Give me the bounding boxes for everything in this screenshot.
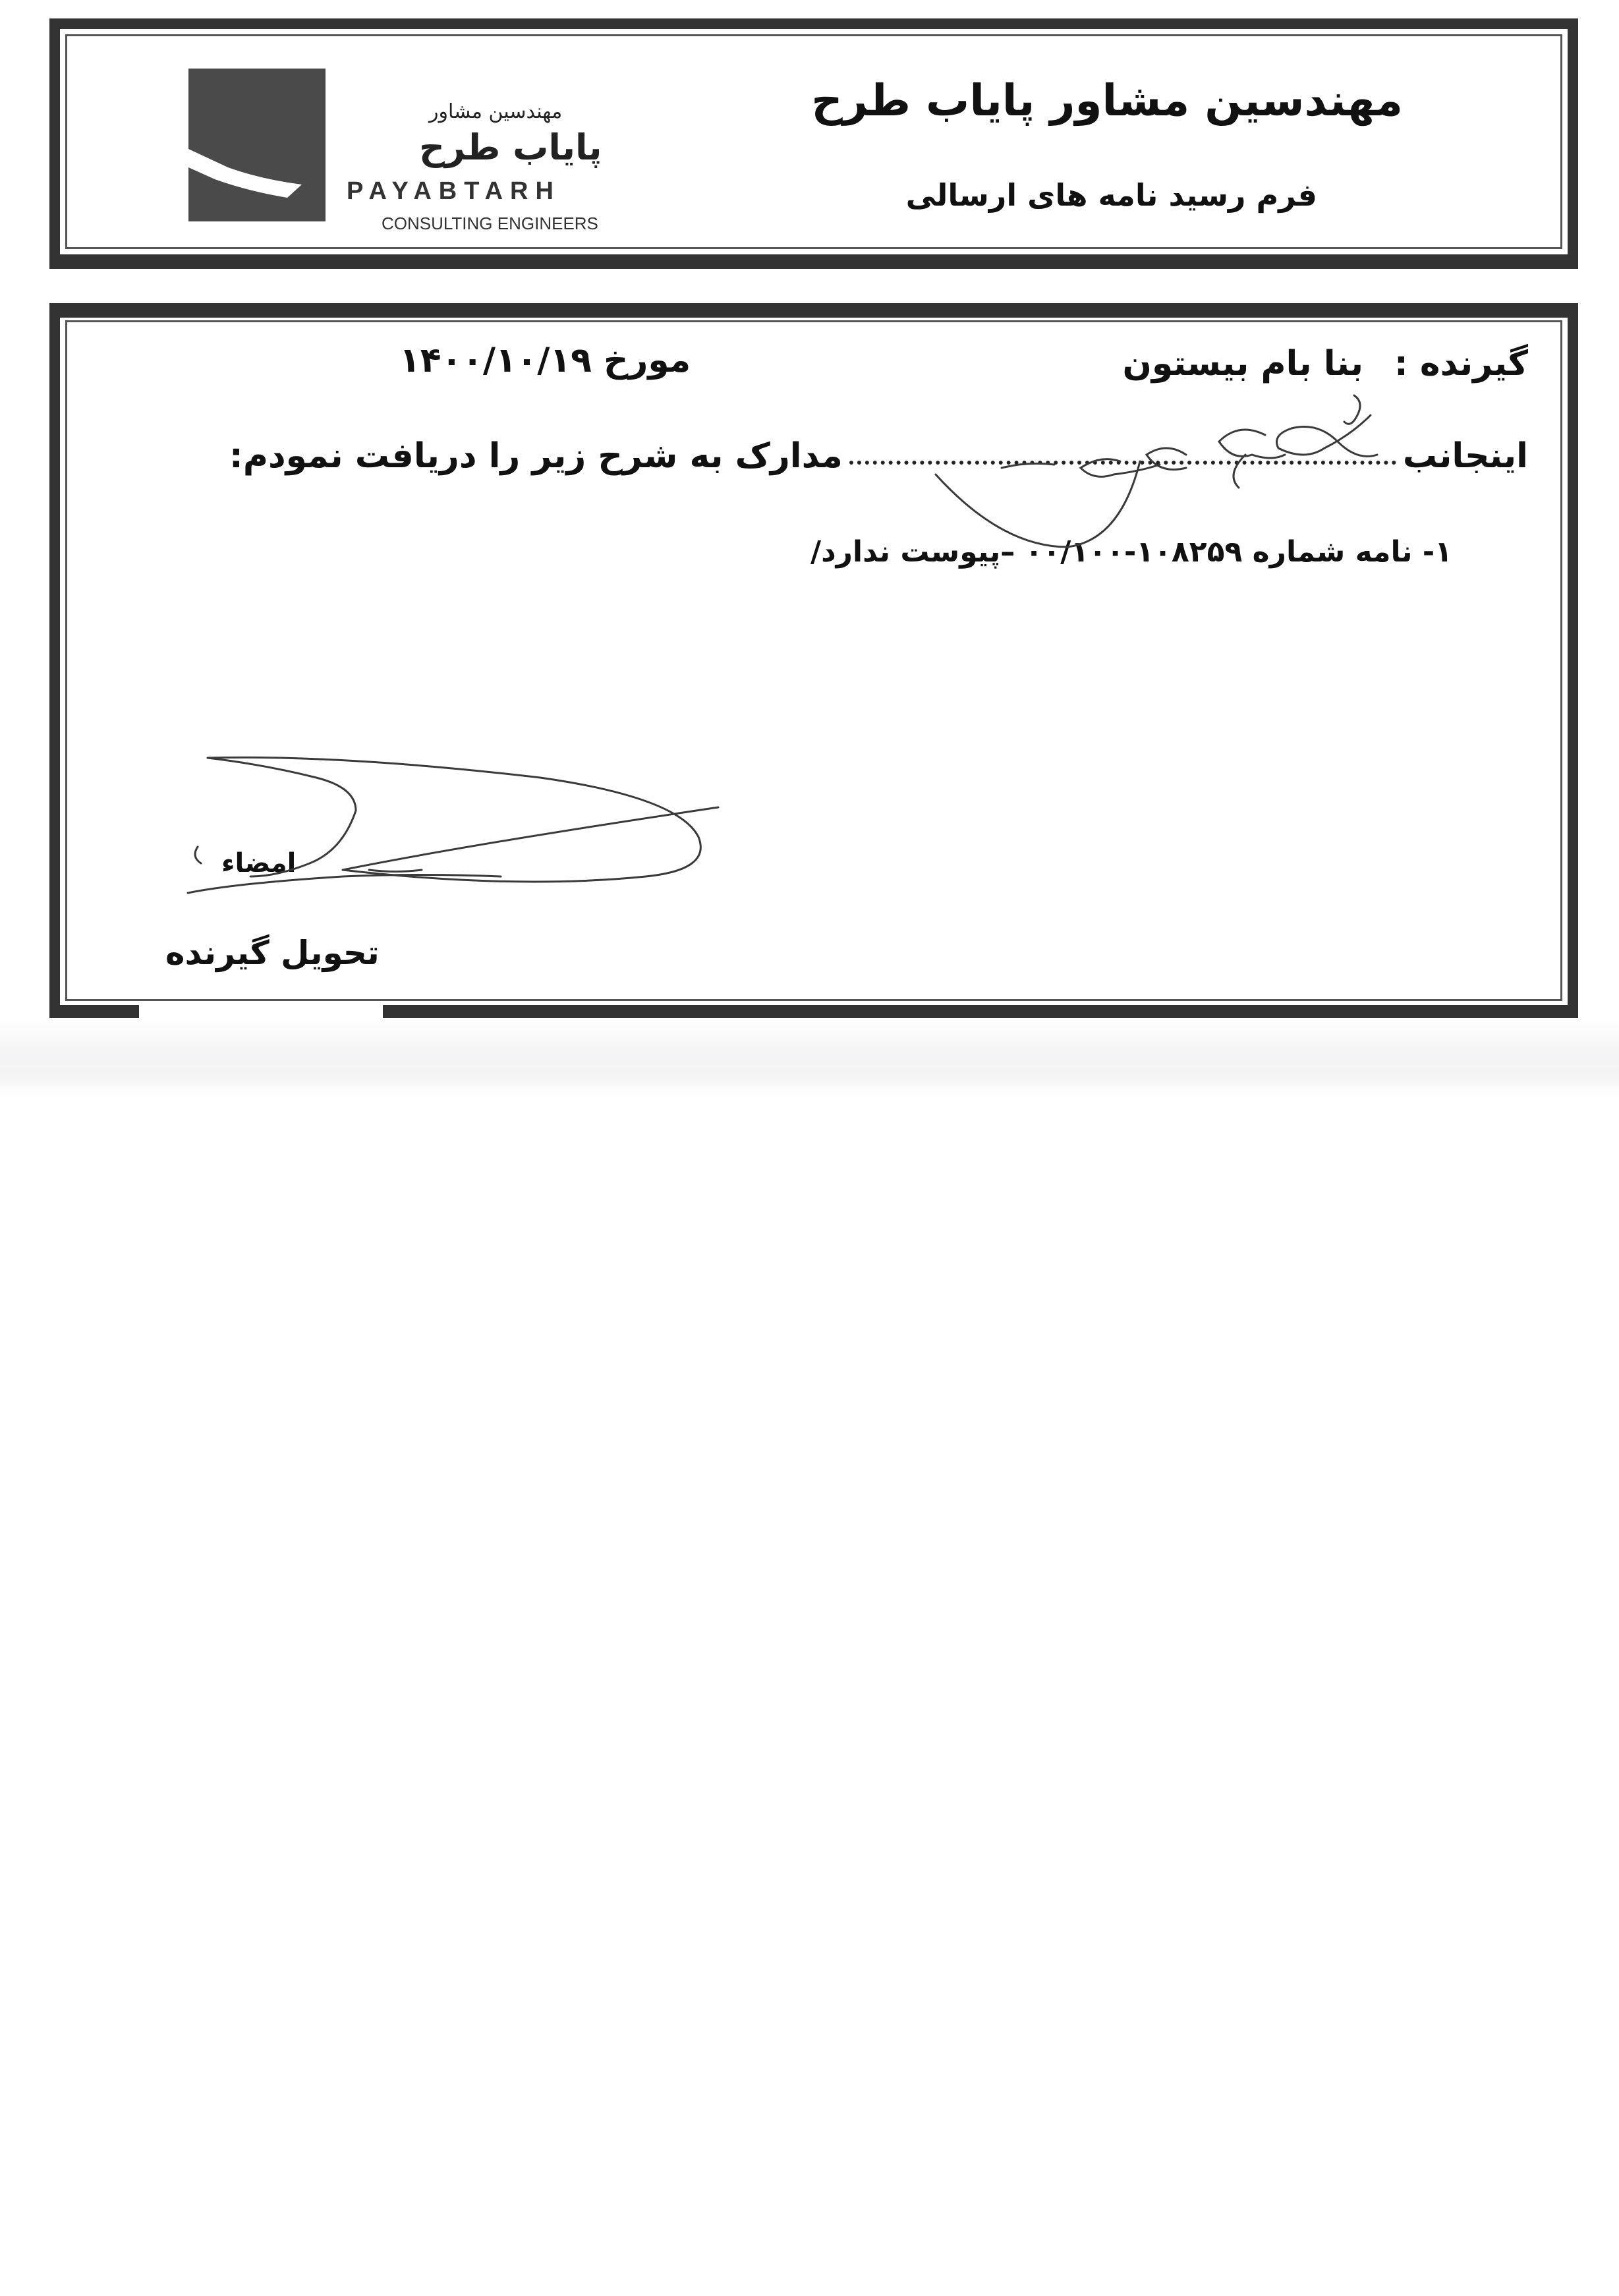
logo-english-subtitle: CONSULTING ENGINEERS <box>382 214 598 233</box>
statement-line <box>229 436 1528 476</box>
receipt-inner-frame <box>65 320 1562 1001</box>
scan-shade <box>0 1018 1619 1097</box>
signature-label: امضاء <box>221 848 297 878</box>
logo-english-name: PAYABTARH <box>347 177 561 205</box>
statement-suffix: مدارک به شرح زیر را دریافت نمودم: <box>229 436 843 476</box>
logo-persian-subtitle: مهندسین مشاور <box>429 100 563 123</box>
header-box <box>49 18 1578 269</box>
statement-prefix: اینجانب <box>1402 436 1528 476</box>
receipt-body-box <box>49 303 1578 1018</box>
date-value: ۱۴۰۰/۱۰/۱۹ <box>399 341 592 380</box>
frame-gap <box>139 1004 383 1021</box>
deliver-receiver-label: تحویل گیرنده <box>165 934 380 972</box>
logo-persian-name: پایاب طرح <box>419 127 602 168</box>
document-item-1: ۱- نامه شماره ۱۰۸۲۵۹-۰۰/۱۰۰ –پیوست ندارد/ <box>810 535 1452 569</box>
date-label: مورخ <box>604 341 691 380</box>
company-title: مهندسین مشاور پایاب طرح <box>811 75 1403 126</box>
recipient-value: بنا بام بیستون <box>1122 344 1363 384</box>
recipient-label: گیرنده : <box>1394 344 1528 384</box>
payabtarh-logo-icon <box>188 69 326 221</box>
form-title: فرم رسید نامه های ارسالی <box>905 177 1317 213</box>
dotted-fill-line <box>849 461 1396 465</box>
date-line <box>399 341 691 380</box>
